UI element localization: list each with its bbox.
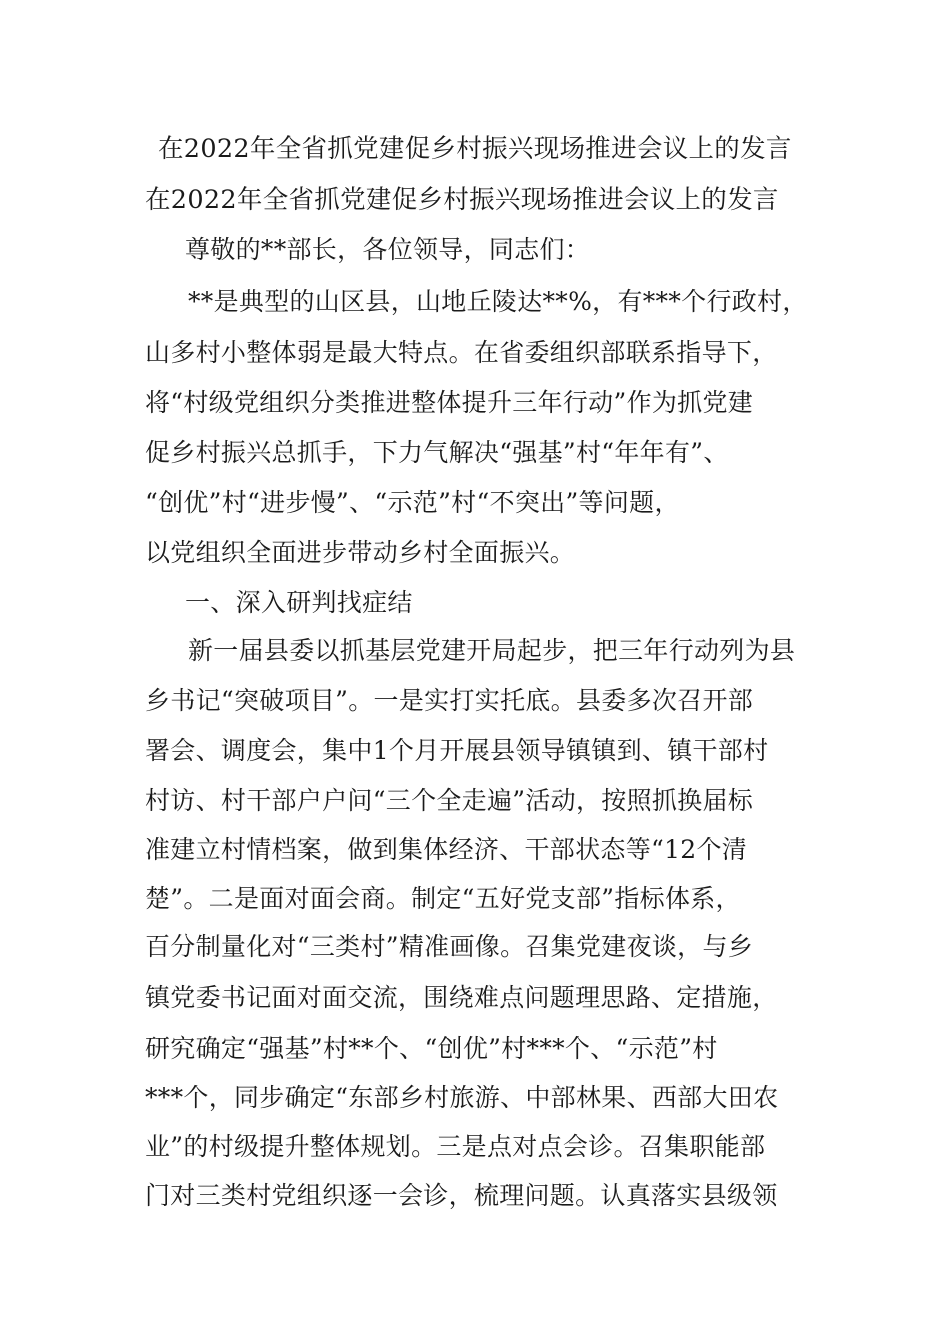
paragraph-line: 村访、村干部户户问“三个全走遍”活动，按照抓换届标 [145,786,754,815]
paragraph-line: 楚”。二是面对面会商。制定“五好党支部”指标体系， [145,884,741,913]
paragraph-line: 山多村小整体弱是最大特点。在省委组织部联系指导下， [145,338,778,367]
paragraph-line: 业”的村级提升整体规划。三是点对点会诊。召集职能部 [145,1132,766,1161]
paragraph-line: 准建立村情档案，做到集体经济、干部状态等“12个清 [145,835,748,864]
paragraph-line: ***个，同步确定“东部乡村旅游、中部林果、西部大田农 [145,1083,779,1112]
paragraph-line: 新一届县委以抓基层党建开局起步，把三年行动列为县 [188,636,796,665]
greeting: 尊敬的**部长，各位领导，同志们： [185,235,591,264]
paragraph-line: 促乡村振兴总抓手，下力气解决“强基”村“年年有”、 [145,438,729,467]
paragraph-line: 以党组织全面进步带动乡村全面振兴。 [145,538,576,567]
paragraph-line: 乡书记“突破项目”。一是实打实托底。县委多次召开部 [145,686,754,715]
paragraph-line: “创优”村“进步慢”、“示范”村“不突出”等问题， [145,488,680,517]
paragraph-line: 研究确定“强基”村**个、“创优”村***个、“示范”村 [145,1034,718,1063]
document-title-line-2: 在2022年全省抓党建促乡村振兴现场推进会议上的发言 [145,185,779,215]
paragraph-line: 门对三类村党组织逐一会诊，梳理问题。认真落实县级领 [145,1181,778,1210]
paragraph-line: 署会、调度会，集中1个月开展县领导镇镇到、镇干部村 [145,736,769,765]
paragraph-line: 将“村级党组织分类推进整体提升三年行动”作为抓党建 [145,388,754,417]
section-heading: 一、深入研判找症结 [185,588,413,617]
document-title-line-1: 在2022年全省抓党建促乡村振兴现场推进会议上的发言 [158,134,792,164]
paragraph-line: 镇党委书记面对面交流，围绕难点问题理思路、定措施， [145,983,778,1012]
paragraph-line: **是典型的山区县，山地丘陵达**%，有***个行政村， [188,287,808,316]
paragraph-line: 百分制量化对“三类村”精准画像。召集党建夜谈，与乡 [145,932,754,961]
